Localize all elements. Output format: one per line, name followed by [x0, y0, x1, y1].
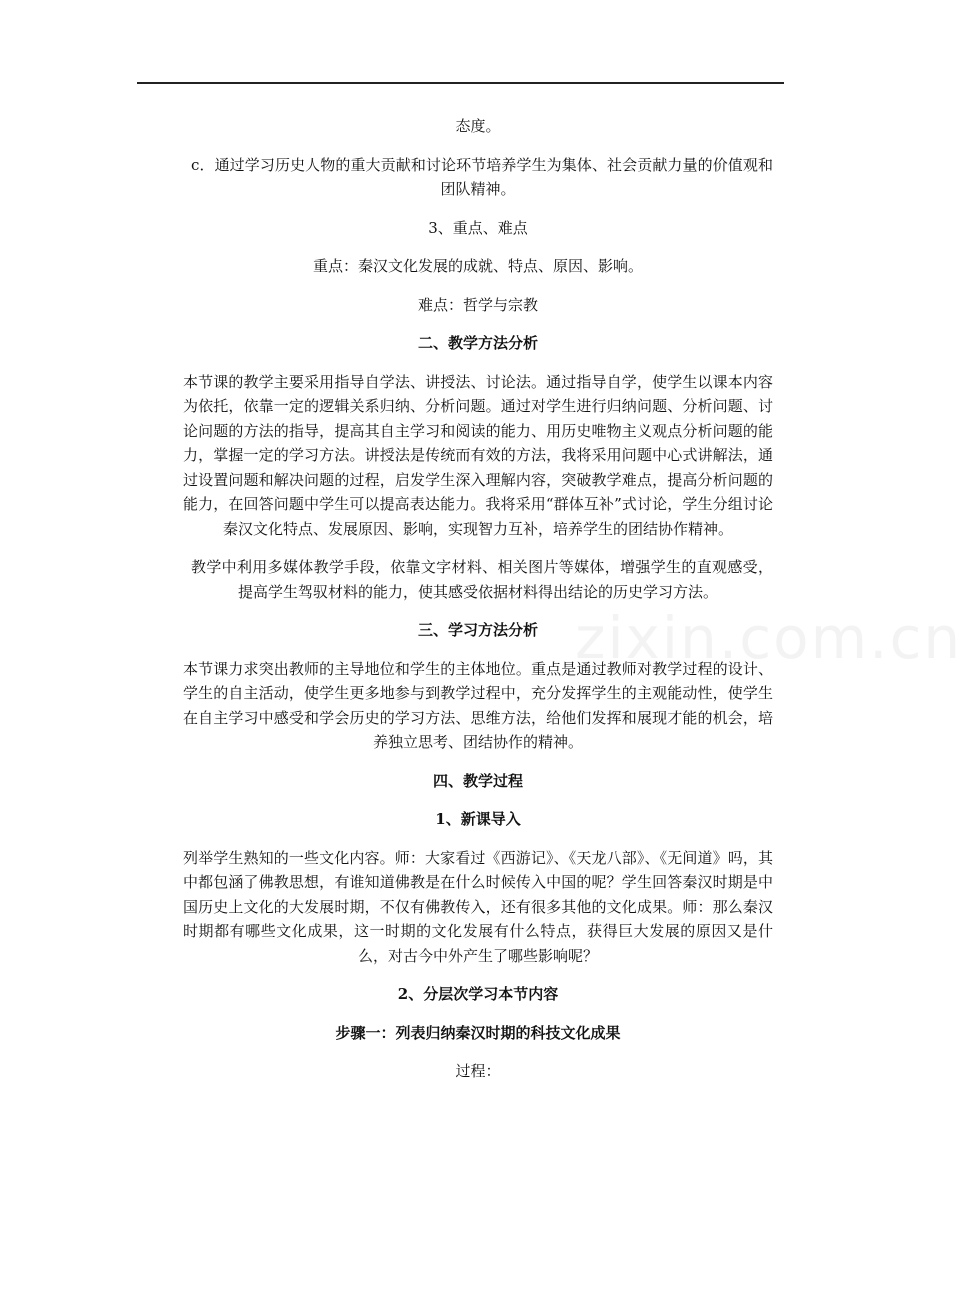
heading-step-one: 步骤一：列表归纳秦汉时期的科技文化成果	[335, 1023, 621, 1042]
heading-teaching-method: 二、教学方法分析	[417, 334, 538, 352]
paragraph-objective-c: c．通过学习历史人物的重大贡献和讨论环节培养学生为集体、社会贡献力量的价值观和团队精神。	[191, 155, 773, 198]
heading-introduction: 1、新课导入	[435, 810, 521, 828]
paragraph-introduction: 列举学生熟知的一些文化内容。师：大家看过《西游记》、《天龙八部》、《无间道》吗，其中都包涵了佛教思想，有谁知道佛教是在什么时候传入中国的呢？学生回答秦汉时期是中国历史上文化的大发展时期，不仅有佛教传入，还有很多其他的文化成果。师：那么秦汉时期都有哪些文化成果，这一时期的文化发展有什么特点，获得巨大发展的原因又是什么，对古今中外产生了哪些影响呢？	[183, 848, 773, 965]
heading-layered-study: 2、分层次学习本节内容	[397, 985, 559, 1003]
heading-teaching-process: 四、教学过程	[432, 771, 523, 790]
paragraph-key-point: 重点：秦汉文化发展的成就、特点、原因、影响。	[312, 257, 643, 275]
paragraph-teaching-method: 本节课的教学主要采用指导自学法、讲授法、讨论法。通过指导自学，使学生以课本内容为依托，依靠一定的逻辑关系归纳、分析问题。通过对学生进行归纳问题、分析问题、讨论问题的方法的指导，提高其自主学习和阅读的能力、用历史唯物主义观点分析问题的能力，掌握一定的学习方法。讲授法是传统而有效的方法，我将采用问题中心式讲解法，通过设置问题和解决问题的过程，启发学生深入理解内容，突破教学难点，提高分析问题的能力，在回答问题中学生可以提高表达能力。我将采用“群体互补”式讨论，学生分组讨论秦汉文化特点、发展原因、影响，实现智力互补，培养学生的团结协作精神。	[183, 372, 773, 538]
paragraph-attitude-end: 态度。	[455, 117, 501, 135]
header-rule	[137, 82, 784, 84]
heading-key-points: 3、重点、难点	[428, 218, 528, 237]
paragraph-difficulty: 难点：哲学与宗教	[417, 295, 538, 314]
paragraph-learning-method: 本节课力求突出教师的主导地位和学生的主体地位。重点是通过教师对教学过程的设计、学生的自主活动，使学生更多地参与到教学过程中，充分发挥学生的主观能动性，使学生在自主学习中感受和学会历史的学习方法、思维方法，给他们发挥和展现才能的机会，培养独立思考、团结协作的精神。	[183, 659, 773, 751]
heading-learning-method: 三、学习方法分析	[417, 621, 538, 639]
document-body	[183, 114, 773, 1084]
watermark: zixin.com.cn	[575, 604, 962, 672]
paragraph-multimedia: 教学中利用多媒体教学手段，依靠文字材料、相关图片等媒体，增强学生的直观感受，提高学生驾驭材料的能力，使其感受依据材料得出结论的历史学习方法。	[191, 558, 773, 601]
paragraph-process: 过程：	[455, 1062, 501, 1080]
